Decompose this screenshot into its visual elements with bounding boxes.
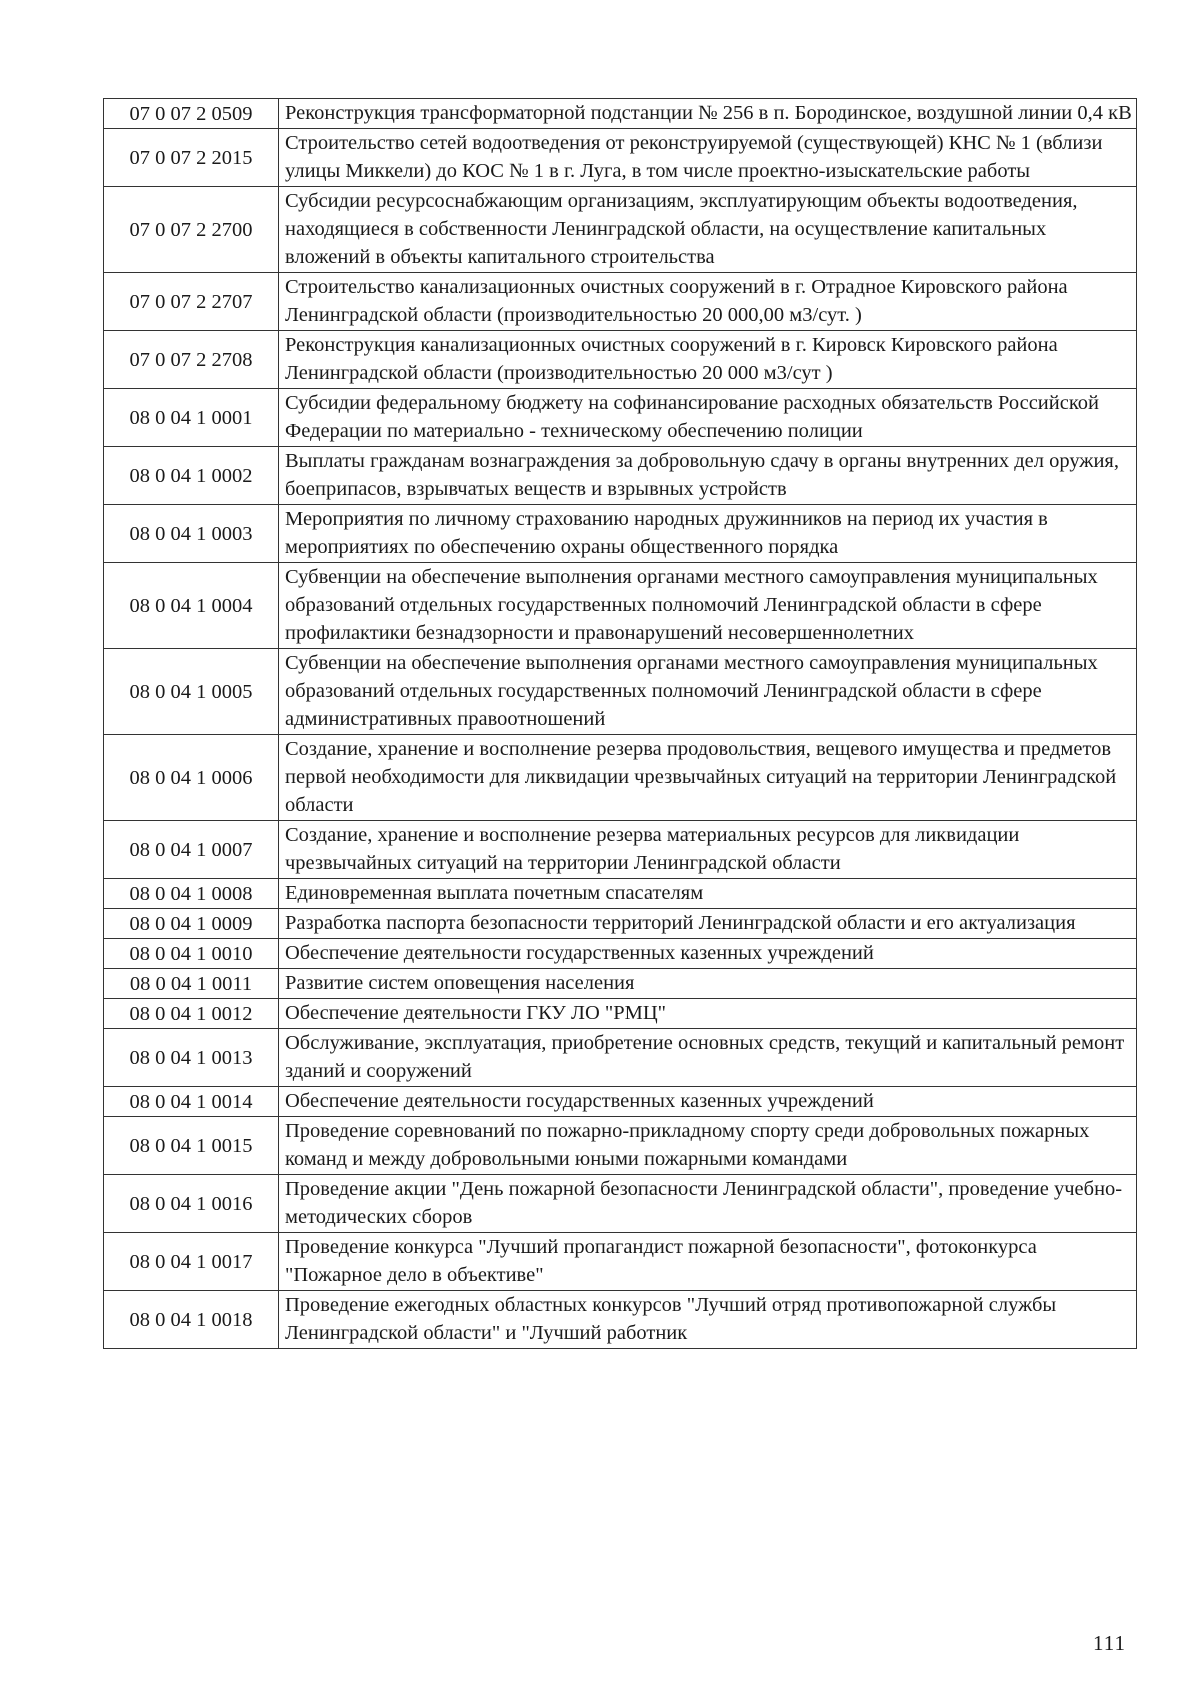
table-row [104, 1117, 1137, 1175]
table-row [104, 649, 1137, 735]
table-row [104, 187, 1137, 273]
row-description: Создание, хранение и восполнение резерва продовольствия, вещевого имущества и предметов первой необходимости для ликвидации чрезвычайных ситуаций на территории Ленинградской области [279, 735, 1137, 821]
table-row [104, 447, 1137, 505]
row-code: 08 0 04 1 0002 [104, 447, 279, 505]
table-row [104, 735, 1137, 821]
table-row [104, 879, 1137, 909]
table-row [104, 909, 1137, 939]
table-row [104, 331, 1137, 389]
table-row [104, 389, 1137, 447]
row-description: Проведение акции "День пожарной безопасности Ленинградской области", проведение учебно-методических сборов [279, 1175, 1137, 1233]
table-row [104, 563, 1137, 649]
row-code: 07 0 07 2 2700 [104, 187, 279, 273]
row-description: Выплаты гражданам вознаграждения за добровольную сдачу в органы внутренних дел оружия, боеприпасов, взрывчатых веществ и взрывных устройств [279, 447, 1137, 505]
table-row [104, 505, 1137, 563]
row-code: 08 0 04 1 0014 [104, 1087, 279, 1117]
table-row [104, 129, 1137, 187]
row-code: 07 0 07 2 2708 [104, 331, 279, 389]
budget-code-table [103, 98, 1137, 1349]
row-code: 08 0 04 1 0001 [104, 389, 279, 447]
row-description: Единовременная выплата почетным спасателям [279, 879, 1137, 909]
row-description: Строительство сетей водоотведения от реконструируемой (существующей) КНС № 1 (вблизи улицы Миккели) до КОС № 1 в г. Луга, в том числе проектно-изыскательские работы [279, 129, 1137, 187]
row-code: 08 0 04 1 0012 [104, 999, 279, 1029]
row-code: 08 0 04 1 0018 [104, 1291, 279, 1349]
table-body [104, 99, 1137, 1349]
row-description: Обеспечение деятельности государственных казенных учреждений [279, 1087, 1137, 1117]
row-code: 08 0 04 1 0011 [104, 969, 279, 999]
row-description: Реконструкция канализационных очистных сооружений в г. Кировск Кировского района Ленинградской области (производительностью 20 000 м3/сут ) [279, 331, 1137, 389]
row-description: Проведение конкурса "Лучший пропагандист пожарной безопасности", фотоконкурса "Пожарное дело в объективе" [279, 1233, 1137, 1291]
row-description: Мероприятия по личному страхованию народных дружинников на период их участия в мероприятиях по обеспечению охраны общественного порядка [279, 505, 1137, 563]
row-code: 08 0 04 1 0016 [104, 1175, 279, 1233]
row-description: Реконструкция трансформаторной подстанции № 256 в п. Бородинское, воздушной линии 0,4 кВ [279, 99, 1137, 129]
row-description: Создание, хранение и восполнение резерва материальных ресурсов для ликвидации чрезвычайных ситуаций на территории Ленинградской области [279, 821, 1137, 879]
row-code: 07 0 07 2 2015 [104, 129, 279, 187]
row-code: 08 0 04 1 0008 [104, 879, 279, 909]
table-row [104, 1029, 1137, 1087]
row-description: Субсидии федеральному бюджету на софинансирование расходных обязательств Российской Федерации по материально - техническому обеспечению полиции [279, 389, 1137, 447]
table-row [104, 1087, 1137, 1117]
table-row [104, 969, 1137, 999]
table-row [104, 999, 1137, 1029]
row-description: Обеспечение деятельности государственных казенных учреждений [279, 939, 1137, 969]
row-code: 08 0 04 1 0010 [104, 939, 279, 969]
row-code: 08 0 04 1 0009 [104, 909, 279, 939]
row-description: Строительство канализационных очистных сооружений в г. Отрадное Кировского района Ленинградской области (производительностью 20 000,00 м3/сут. ) [279, 273, 1137, 331]
row-code: 08 0 04 1 0005 [104, 649, 279, 735]
row-code: 08 0 04 1 0006 [104, 735, 279, 821]
table-row [104, 273, 1137, 331]
table-row [104, 1233, 1137, 1291]
row-code: 08 0 04 1 0013 [104, 1029, 279, 1087]
row-description: Субвенции на обеспечение выполнения органами местного самоуправления муниципальных образований отдельных государственных полномочий Ленинградской области в сфере административных правоотношений [279, 649, 1137, 735]
table-row [104, 1291, 1137, 1349]
row-code: 07 0 07 2 0509 [104, 99, 279, 129]
row-description: Развитие систем оповещения населения [279, 969, 1137, 999]
row-description: Обеспечение деятельности ГКУ ЛО "РМЦ" [279, 999, 1137, 1029]
row-code: 08 0 04 1 0015 [104, 1117, 279, 1175]
row-code: 08 0 04 1 0007 [104, 821, 279, 879]
row-code: 07 0 07 2 2707 [104, 273, 279, 331]
row-description: Проведение ежегодных областных конкурсов "Лучший отряд противопожарной службы Ленинградской области" и "Лучший работник [279, 1291, 1137, 1349]
row-description: Субсидии ресурсоснабжающим организациям, эксплуатирующим объекты водоотведения, находящиеся в собственности Ленинградской области, на осуществление капитальных вложений в объекты капитального строительства [279, 187, 1137, 273]
row-description: Обслуживание, эксплуатация, приобретение основных средств, текущий и капитальный ремонт зданий и сооружений [279, 1029, 1137, 1087]
row-code: 08 0 04 1 0004 [104, 563, 279, 649]
page-number: 111 [1093, 1631, 1126, 1655]
row-description: Субвенции на обеспечение выполнения органами местного самоуправления муниципальных образований отдельных государственных полномочий Ленинградской области в сфере профилактики безнадзорности и правонарушений несовершеннолетних [279, 563, 1137, 649]
table-row [104, 821, 1137, 879]
table-row [104, 99, 1137, 129]
table-row [104, 939, 1137, 969]
row-code: 08 0 04 1 0003 [104, 505, 279, 563]
row-code: 08 0 04 1 0017 [104, 1233, 279, 1291]
table-row [104, 1175, 1137, 1233]
row-description: Разработка паспорта безопасности территорий Ленинградской области и его актуализация [279, 909, 1137, 939]
row-description: Проведение соревнований по пожарно-прикладному спорту среди добровольных пожарных команд и между добровольными юными пожарными командами [279, 1117, 1137, 1175]
